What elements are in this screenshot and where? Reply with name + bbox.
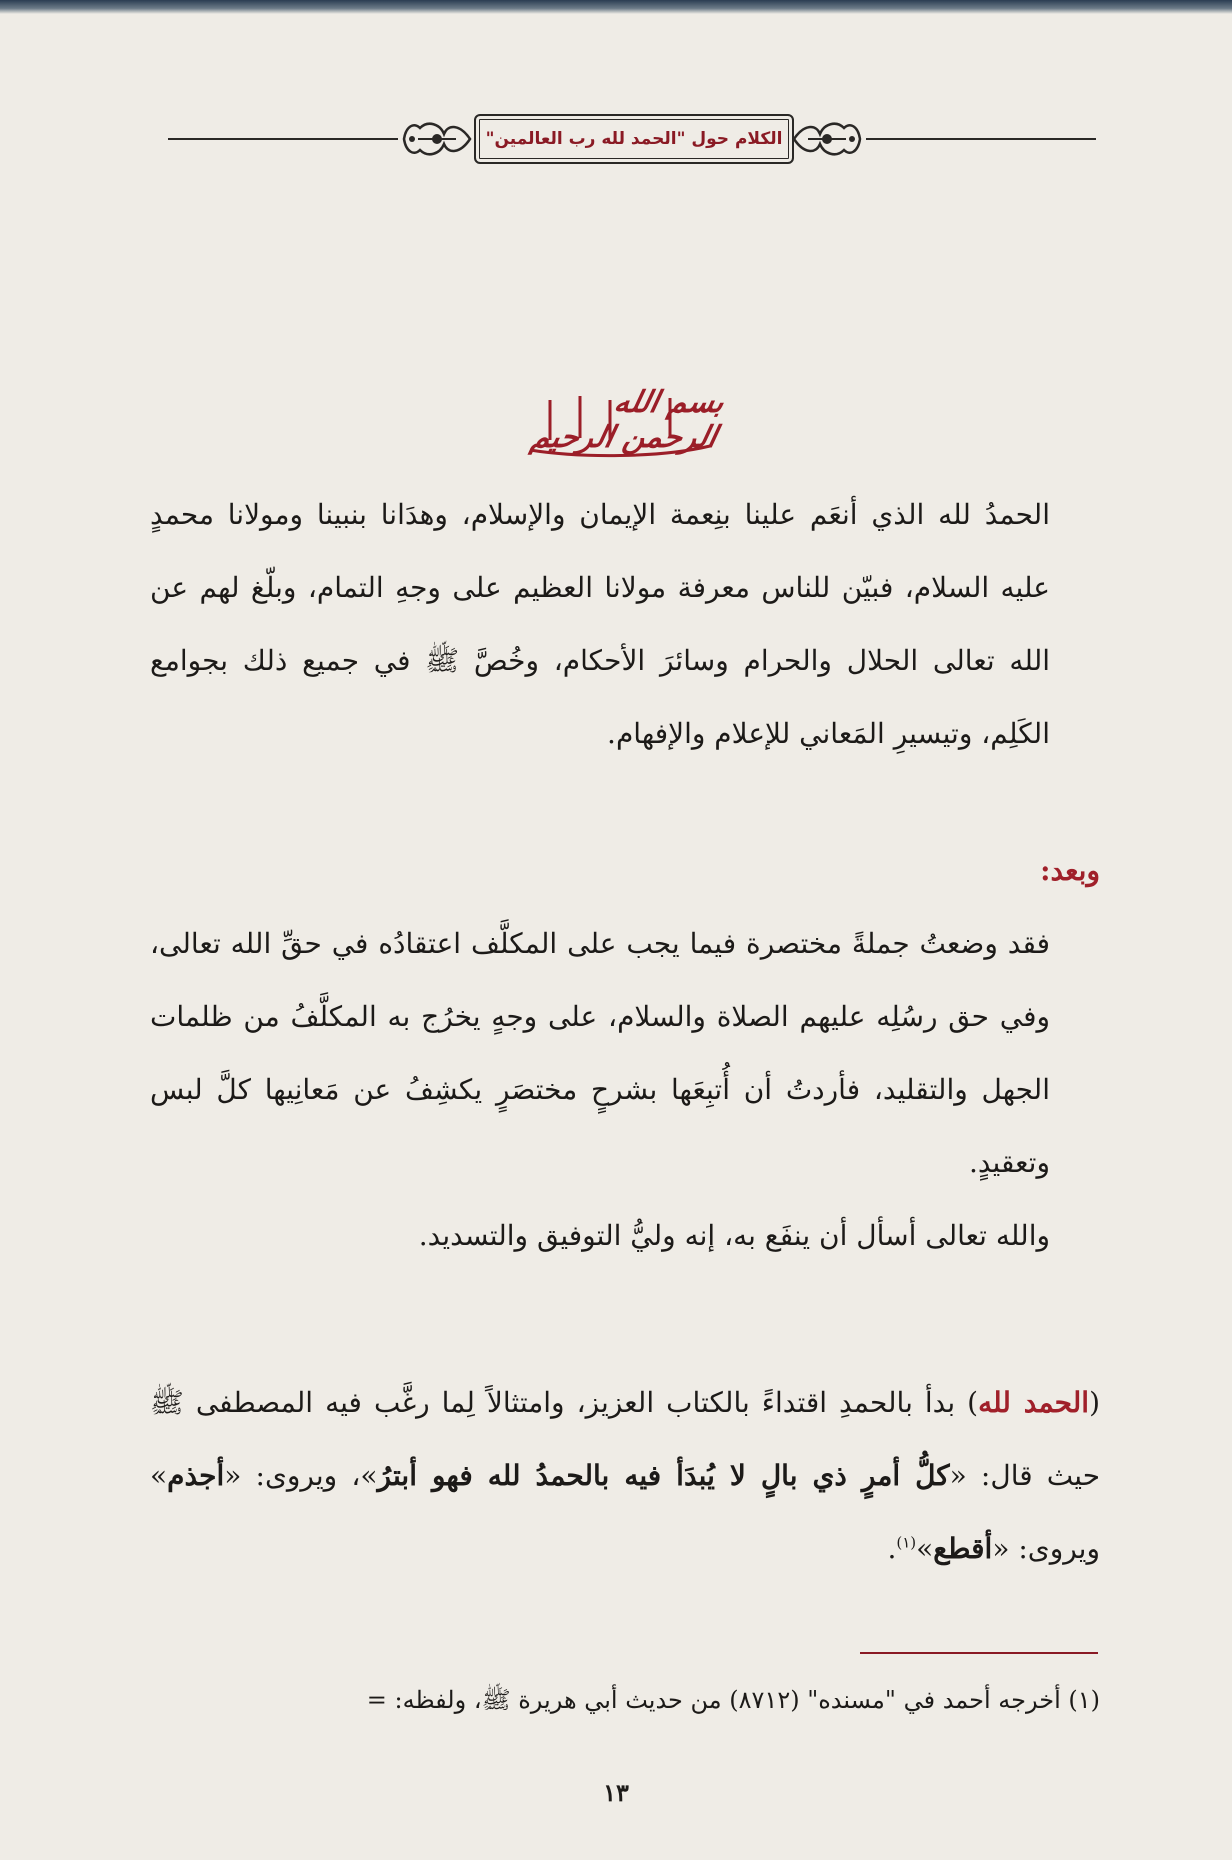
- footnote-rule: [860, 1652, 1098, 1654]
- wabaad-block: [150, 834, 1100, 1272]
- variant-ajdham: أجذم: [167, 1459, 225, 1492]
- commentary-text-c: » ويروى: «: [150, 1459, 1100, 1565]
- variant-aqta: أقطع: [933, 1532, 993, 1565]
- commentary-text-b: »، ويروى: «: [224, 1459, 378, 1492]
- commentary-text-e: .: [887, 1532, 897, 1565]
- commentary-text-d: »: [916, 1532, 934, 1565]
- running-title: الكلام حول "الحمد لله رب العالمين": [474, 114, 794, 164]
- hadith-quote: كلُّ أمرٍ ذي بالٍ لا يُبدَأ فيه بالحمدُ لله فهو أبترُ: [377, 1459, 950, 1492]
- intro-paragraph: الحمدُ لله الذي أنعَم علينا بنِعمة الإيمان والإسلام، وهدَانا بنبينا ومولانا محمدٍ عليه السلام، فبيّن للناس معرفة مولانا العظيم على وجهِ التمام، وبلّغ لهم عن الله تعالى الحلال والحرام وسائرَ الأحكام، وخُصَّ ﷺ في جميع ذلك بجوامع الكَلِم، وتيسيرِ المَعاني للإعلام والإفهام.: [150, 498, 1050, 750]
- dua-line: والله تعالى أسأل أن ينفَع به، إنه وليُّ التوفيق والتسديد.: [418, 1219, 1050, 1252]
- open-paren: (: [1089, 1386, 1100, 1419]
- close-paren: ): [967, 1386, 979, 1419]
- footnote: (١) أخرجه أحمد في "مسنده" (٨٧١٢) من حديث أبي هريرة ﷺ، ولفظه: =: [366, 1686, 1100, 1714]
- header-rule-right: [866, 138, 1096, 140]
- intro-block: [150, 478, 1100, 770]
- commentary-text-a: بدأ بالحمدِ اقتداءً بالكتاب العزيز، وامتثالاً لِما رغَّب فيه المصطفى ﷺ حيث قال: «: [150, 1386, 1101, 1492]
- commentary-term: الحمد لله: [978, 1386, 1090, 1419]
- commentary-block: [150, 1366, 1100, 1585]
- wabaad-heading: وبعد:: [1040, 854, 1100, 887]
- footnote-ref[interactable]: (١): [896, 1533, 917, 1552]
- ornament-right-icon: [790, 114, 864, 164]
- wabaad-paragraph: فقد وضعتُ جملةً مختصرة فيما يجب على المكلَّف اعتقادُه في حقِّ الله تعالى، وفي حق رسُلِه عليهم الصلاة والسلام، على وجهٍ يخرُج به المكلَّفُ من ظلمات الجهل والتقليد، فأردتُ أن أُتبِعَها بشرحٍ مختصَرٍ يكشِفُ عن مَعانِيها كلَّ لبس وتعقيدٍ.: [150, 927, 1050, 1179]
- ornament-left-icon: [400, 114, 474, 164]
- commentary-paragraph: [150, 1366, 1100, 1585]
- page-top-edge: [0, 0, 1232, 14]
- header-rule-left: [168, 138, 398, 140]
- basmala-calligraphy: بسم الله الرحمن الرحيم: [527, 385, 728, 455]
- page-number: ١٣: [603, 1778, 629, 1807]
- running-header: [168, 108, 1096, 170]
